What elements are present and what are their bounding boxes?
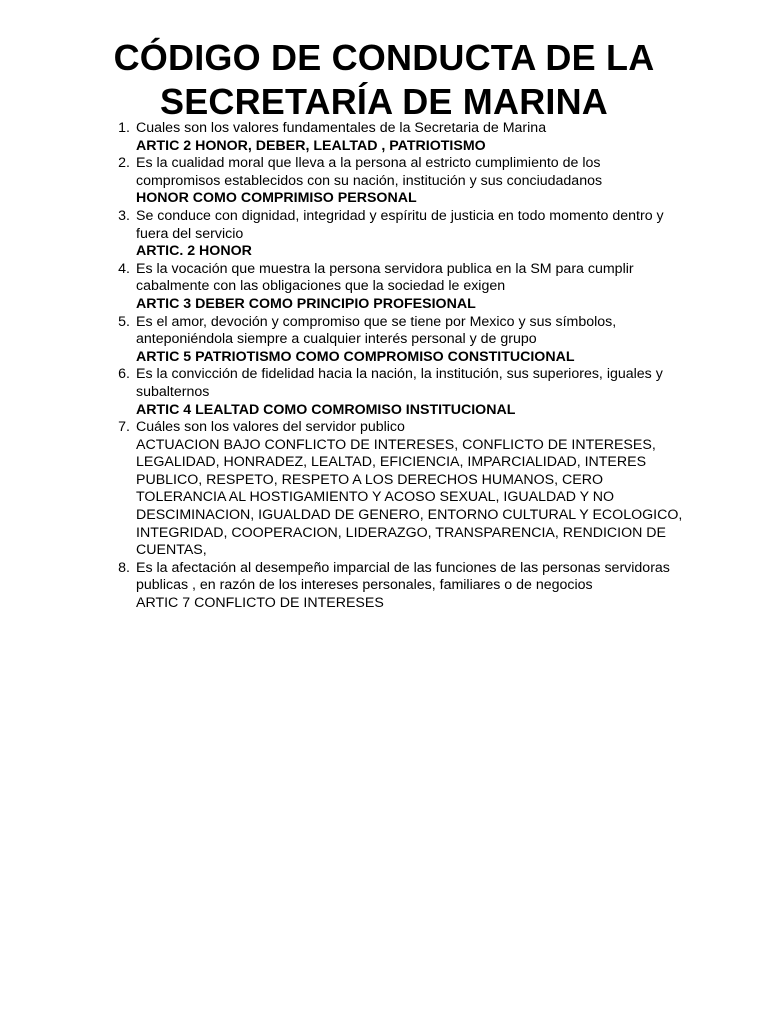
- list-item: [110, 419, 688, 560]
- item-number: 1.: [118, 120, 130, 136]
- question-text: Es el amor, devoción y compromiso que se tiene por Mexico y sus símbolos, anteponiéndola siempre a cualquier interés personal y de grupo: [136, 313, 617, 348]
- item-number: 3.: [118, 207, 130, 224]
- title-line-2: SECRETARÍA DE MARINA: [159, 81, 608, 122]
- list-item: [110, 261, 688, 314]
- item-number: 5.: [118, 313, 130, 330]
- question-text: Es la afectación al desempeño imparcial de las funciones de las personas servidoras publicas , en razón de los intereses personales, familiares o de negocios: [136, 559, 670, 594]
- question-list: [110, 120, 688, 613]
- answer-text: ARTIC 4 LEALTAD COMO COMROMISO INSTITUCIONAL: [136, 401, 516, 418]
- question-text: Es la convicción de fidelidad hacia la nación, la institución, sus superiores, iguales y subalternos: [136, 366, 663, 400]
- answer-text: ARTIC 5 PATRIOTISMO COMO COMPROMISO CONSTITUCIONAL: [136, 348, 575, 365]
- list-item: [110, 366, 688, 419]
- page-title: [0, 0, 768, 124]
- answer-text: ARTIC 7 CONFLICTO DE INTERESES: [136, 595, 384, 612]
- list-item: [110, 208, 688, 261]
- answer-text: ACTUACION BAJO CONFLICTO DE INTERESES, CONFLICTO DE INTERESES, LEGALIDAD, HONRADEZ, LEALTAD, EFICIENCIA, IMPARCIALIDAD, INTERES PUBLICO, RESPETO, RESPETO A LOS DERECHOS HUMANOS, CERO TOLERANCIA AL HOSTIGAMIENTO Y ACOSO SEXUAL, IGUALDAD Y NO DESCIMINACION, IGUALDAD DE GENERO, ENTORNO CULTURAL Y ECOLOGICO, INTEGRIDAD, COOPERACION, LIDERAZGO, TRANSPARENCIA, RENDICION DE CUENTAS,: [136, 436, 683, 559]
- list-item: [110, 560, 688, 613]
- item-number: 7.: [118, 419, 130, 436]
- question-text: Cuáles son los valores del servidor publico: [136, 419, 405, 436]
- question-text: Es la vocación que muestra la persona servidora publica en la SM para cumplir cabalmente con las obligaciones que la sociedad le exigen: [136, 260, 634, 295]
- item-number: 2.: [118, 155, 130, 172]
- answer-text: ARTIC 2 HONOR, DEBER, LEALTAD , PATRIOTISMO: [136, 137, 486, 154]
- question-text: Cuales son los valores fundamentales de la Secretaria de Marina: [136, 120, 547, 136]
- item-number: 6.: [118, 366, 130, 383]
- title-line-1: CÓDIGO DE CONDUCTA DE LA: [113, 37, 655, 78]
- list-item: [110, 155, 688, 208]
- question-text: Es la cualidad moral que lleva a la persona al estricto cumplimiento de los compromisos establecidos con su nación, institución y sus conciudadanos: [136, 155, 603, 189]
- answer-text: ARTIC 3 DEBER COMO PRINCIPIO PROFESIONAL: [136, 295, 476, 312]
- item-number: 4.: [118, 260, 130, 277]
- list-item: [110, 120, 688, 155]
- list-item: [110, 314, 688, 367]
- question-text: Se conduce con dignidad, integridad y espíritu de justicia en todo momento dentro y fuera del servicio: [136, 207, 664, 242]
- item-number: 8.: [118, 559, 130, 576]
- answer-text: ARTIC. 2 HONOR: [136, 243, 252, 260]
- answer-text: HONOR COMO COMPRIMISO PERSONAL: [136, 190, 417, 207]
